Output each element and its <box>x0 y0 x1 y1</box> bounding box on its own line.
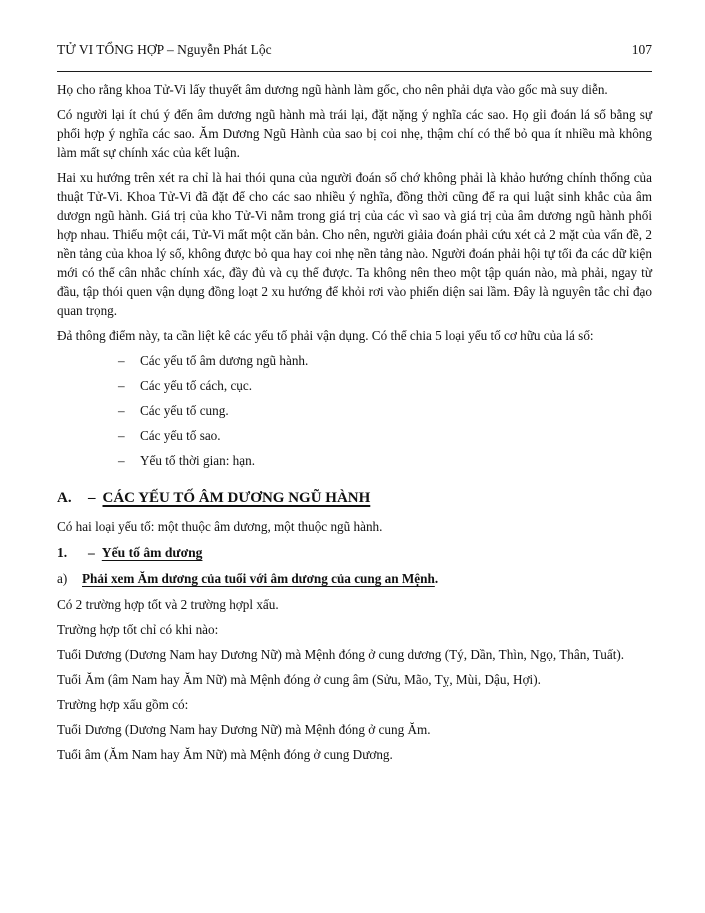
paragraph-2: Có người lại ít chú ý đến âm dương ngũ hành mà trái lại, đặt nặng ý nghĩa các sao. Họ gỉi đoán lá số bằng sự phối hợp ý nghĩa các sao. Ăm Dương Ngũ Hành của sao bị coi nhẹ, thậm chí có thể bỏ qua ít nhiều mà không làm mất sự chính xác của kết luận. <box>57 107 652 160</box>
list-item <box>57 426 652 445</box>
point-a-heading <box>57 569 652 588</box>
section-a-intro: Có hai loại yếu tố: một thuộc âm dương, một thuộc ngũ hành. <box>57 519 383 534</box>
section-label: A. <box>57 490 72 506</box>
body-line: Tuổi âm (Ăm Nam hay Ăm Nữ) mà Mệnh đóng ở cung Dương. <box>57 747 393 762</box>
list-item <box>57 401 652 420</box>
subsection-dash: – <box>88 545 95 560</box>
paragraph-1: Họ cho rằng khoa Tử-Vi lấy thuyết âm dương ngũ hành làm gốc, cho nên phải dựa vào gốc mà suy diễn. <box>57 82 608 97</box>
subsection-heading-1 <box>57 543 652 562</box>
dash-bullet: – <box>118 403 125 418</box>
body-line: Tuổi Dương (Dương Nam hay Dương Nữ) mà Mệnh đóng ở cung dương (Tý, Dần, Thìn, Ngọ, Thân, Tuất). <box>57 647 625 662</box>
list-item-text: Các yếu tố cách, cục. <box>140 378 253 393</box>
list-item-text: Các yếu tố cung. <box>140 403 229 418</box>
section-title: CÁC YẾU TỐ ÂM DƯƠNG NGŨ HÀNH <box>102 490 371 506</box>
section-dash: – <box>88 490 96 506</box>
factor-list <box>57 351 652 470</box>
list-item-text: Các yếu tố âm dương ngũ hành. <box>140 353 309 368</box>
body-line: Trường hợp tốt chỉ có khi nào: <box>57 622 219 637</box>
point-a-period: . <box>434 571 439 586</box>
dash-bullet: – <box>118 428 125 443</box>
body-line: Tuổi Ăm (âm Nam hay Ăm Nữ) mà Mệnh đóng ở cung âm (Sửu, Mão, Tỵ, Mùi, Dậu, Hợi). <box>57 672 541 687</box>
section-heading-a <box>57 488 652 508</box>
dash-bullet: – <box>118 378 125 393</box>
header-rule <box>57 71 652 72</box>
body-line: Có 2 trường hợp tốt và 2 trường hợpl xấu. <box>57 597 279 612</box>
list-item-text: Yếu tố thời gian: hạn. <box>140 453 256 468</box>
list-item <box>57 376 652 395</box>
list-item <box>57 351 652 370</box>
paragraph-3: Hai xu hướng trên xét ra chỉ là hai thói quna của người đoán số chớ không phải là khảo hướng chính thống của thuật Tử-Vi. Khoa Tử-Vi đã đặt để cho các sao nhiều ý nghĩa, đồng thời cũng để ra qui luật sinh khắc của âm dươgn ngũ hành. Giá trị của kho Tử-Vi nằm trong giá trị của các vì sao và giá trị của âm dương ngũ hành phối hợp nhau. Thiếu một cái, Tử-Vi mất một căn bản. Cho nên, người giảia đoán phải cứu xét cả 2 mặt của vấn đề, 2 nền tảng của khoa lý số, không được bỏ qua hay coi nhẹ nền tảng nào. Người đoán phải hội tự tối đa các dữ kiện mới có thể cân nhắc chính xác, đầy đủ và cụ thể được. Ta không nên theo một tập quán nào, mà phải, ngay từ đầu, tập thói quen vận dụng đồng loạt 2 xu hướng để khỏi rơi vào phiến diện sai lầm. Đây là nguyên tắc chỉ đạo quan trọng. <box>57 170 652 318</box>
point-a-title: Phải xem Ăm dương của tuổi với âm dương của cung an Mệnh <box>82 571 435 586</box>
body-line: Tuổi Dương (Dương Nam hay Dương Nữ) mà Mệnh đóng ở cung Ăm. <box>57 722 431 737</box>
book-title: TỬ VI TỔNG HỢP – Nguyễn Phát Lộc <box>57 42 272 57</box>
subsection-label: 1. <box>57 545 68 560</box>
body-line: Trường hợp xấu gồm có: <box>57 697 189 712</box>
list-item-text: Các yếu tố sao. <box>140 428 221 443</box>
list-item <box>57 451 652 470</box>
paragraph-4: Đả thông điểm này, ta cần liệt kê các yếu tố phải vận dụng. Có thể chia 5 loại yếu tố cơ hữu của lá số: <box>57 328 594 343</box>
subsection-title: Yếu tố âm dương <box>101 545 203 560</box>
page-number: 107 <box>631 42 652 57</box>
dash-bullet: – <box>118 453 125 468</box>
point-a-label: a) <box>57 571 68 586</box>
dash-bullet: – <box>118 353 125 368</box>
running-header <box>57 42 652 58</box>
